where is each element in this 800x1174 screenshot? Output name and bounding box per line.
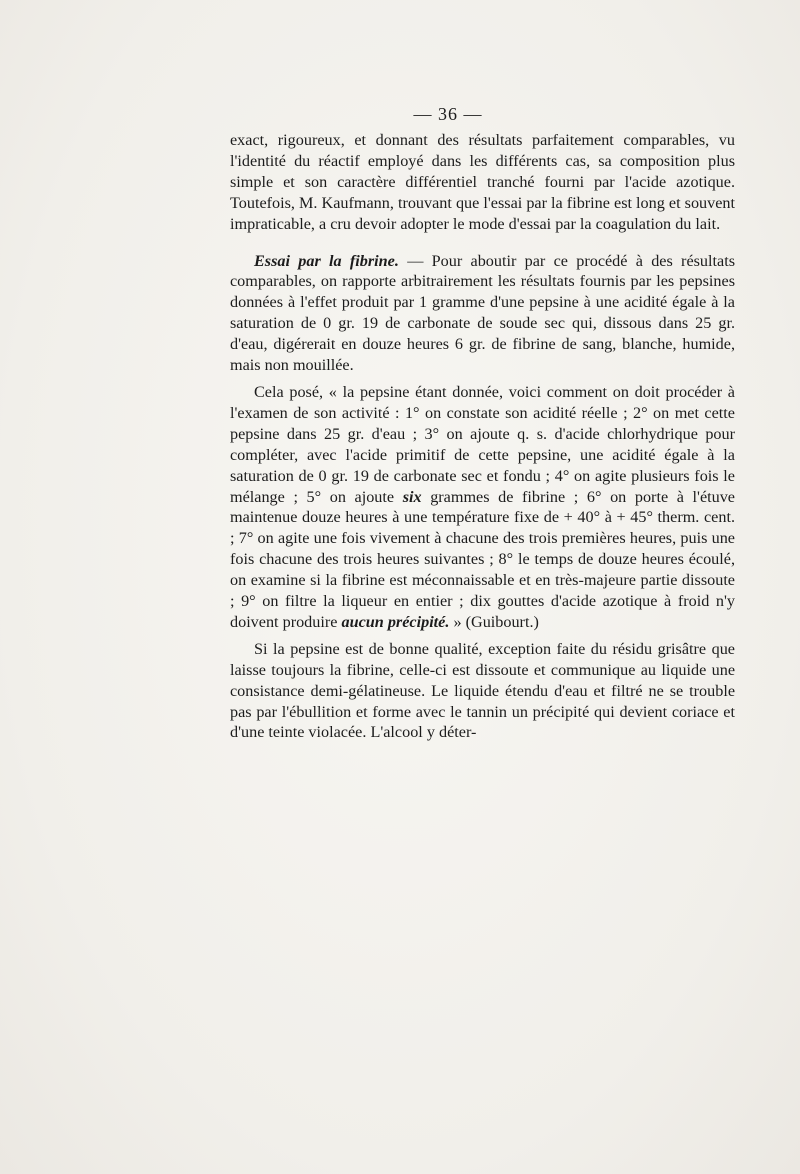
paragraph-text: » (Guibourt.) xyxy=(449,612,539,631)
paragraph-text: Cela posé, « la pepsine étant donnée, voici comment on doit procéder à l'examen de son activité : 1° on constate son acidité réelle ; 2° on met cette pepsine dans 25 gr. d'eau ; 3° on ajoute q. s. d'acide chlorhydrique pour compléter, avec l'acide primitif de cette pepsine, une acidité égale à la saturation de 0 gr. 19 de carbonate sec et fondu ; 4° on agite plusieurs fois le mélange ; 5° on ajoute xyxy=(230,382,735,506)
paragraph-procedure xyxy=(230,382,735,633)
paragraph-text: grammes de fibrine ; 6° on porte à l'étuve maintenue douze heures à une température fixe de + 40° à + 45° therm. cent. ; 7° on agite une fois vivement à chacune des trois premières heures, puis une fois chacune des trois heures suivantes ; 8° le temps de douze heures écoulé, on examine si la fibrine est méconnaissable et en très-majeure partie dissoute ; 9° on filtre la liqueur en entier ; dix gouttes d'acide azotique à froid n'y doivent produire xyxy=(230,487,735,631)
page-number: — 36 — xyxy=(413,104,483,124)
paragraph-essai-fibrine xyxy=(230,251,735,376)
emphasis-aucun-precipite: aucun précipité. xyxy=(341,612,450,631)
body-text xyxy=(230,130,735,743)
emphasis-six: six xyxy=(402,487,422,506)
section-heading: Essai par la fibrine. xyxy=(254,251,399,270)
paragraph-qualite: Si la pepsine est de bonne qualité, exception faite du résidu grisâtre que laisse toujours la fibrine, celle-ci est dissoute et communique au liquide une consistance demi-gélatineuse. Le liquide étendu d'eau et filtré ne se trouble pas par l'ébullition et forme avec le tannin un précipité qui devient coriace et d'une teinte violacée. L'alcool y déter- xyxy=(230,639,735,742)
paragraph-text: — Pour aboutir par ce procédé à des résultats comparables, on rapporte arbitrairement les résultats fournis par les pepsines données à l'effet produit par 1 gramme d'une pepsine à une acidité égale à la saturation de 0 gr. 19 de carbonate de soude sec qui, dissous dans 25 gr. d'eau, digérerait en douze heures 6 gr. de fibrine de sang, blanche, humide, mais non mouillée. xyxy=(230,251,735,375)
paragraph-continued: exact, rigoureux, et donnant des résultats parfaitement comparables, vu l'identité du réactif employé dans les différents cas, sa composition plus simple et son caractère différentiel tranché fourni par l'acide azotique. Toutefois, M. Kaufmann, trouvant que l'essai par la fibrine est long et souvent impraticable, a cru devoir adopter le mode d'essai par la coagulation du lait. xyxy=(230,131,735,233)
